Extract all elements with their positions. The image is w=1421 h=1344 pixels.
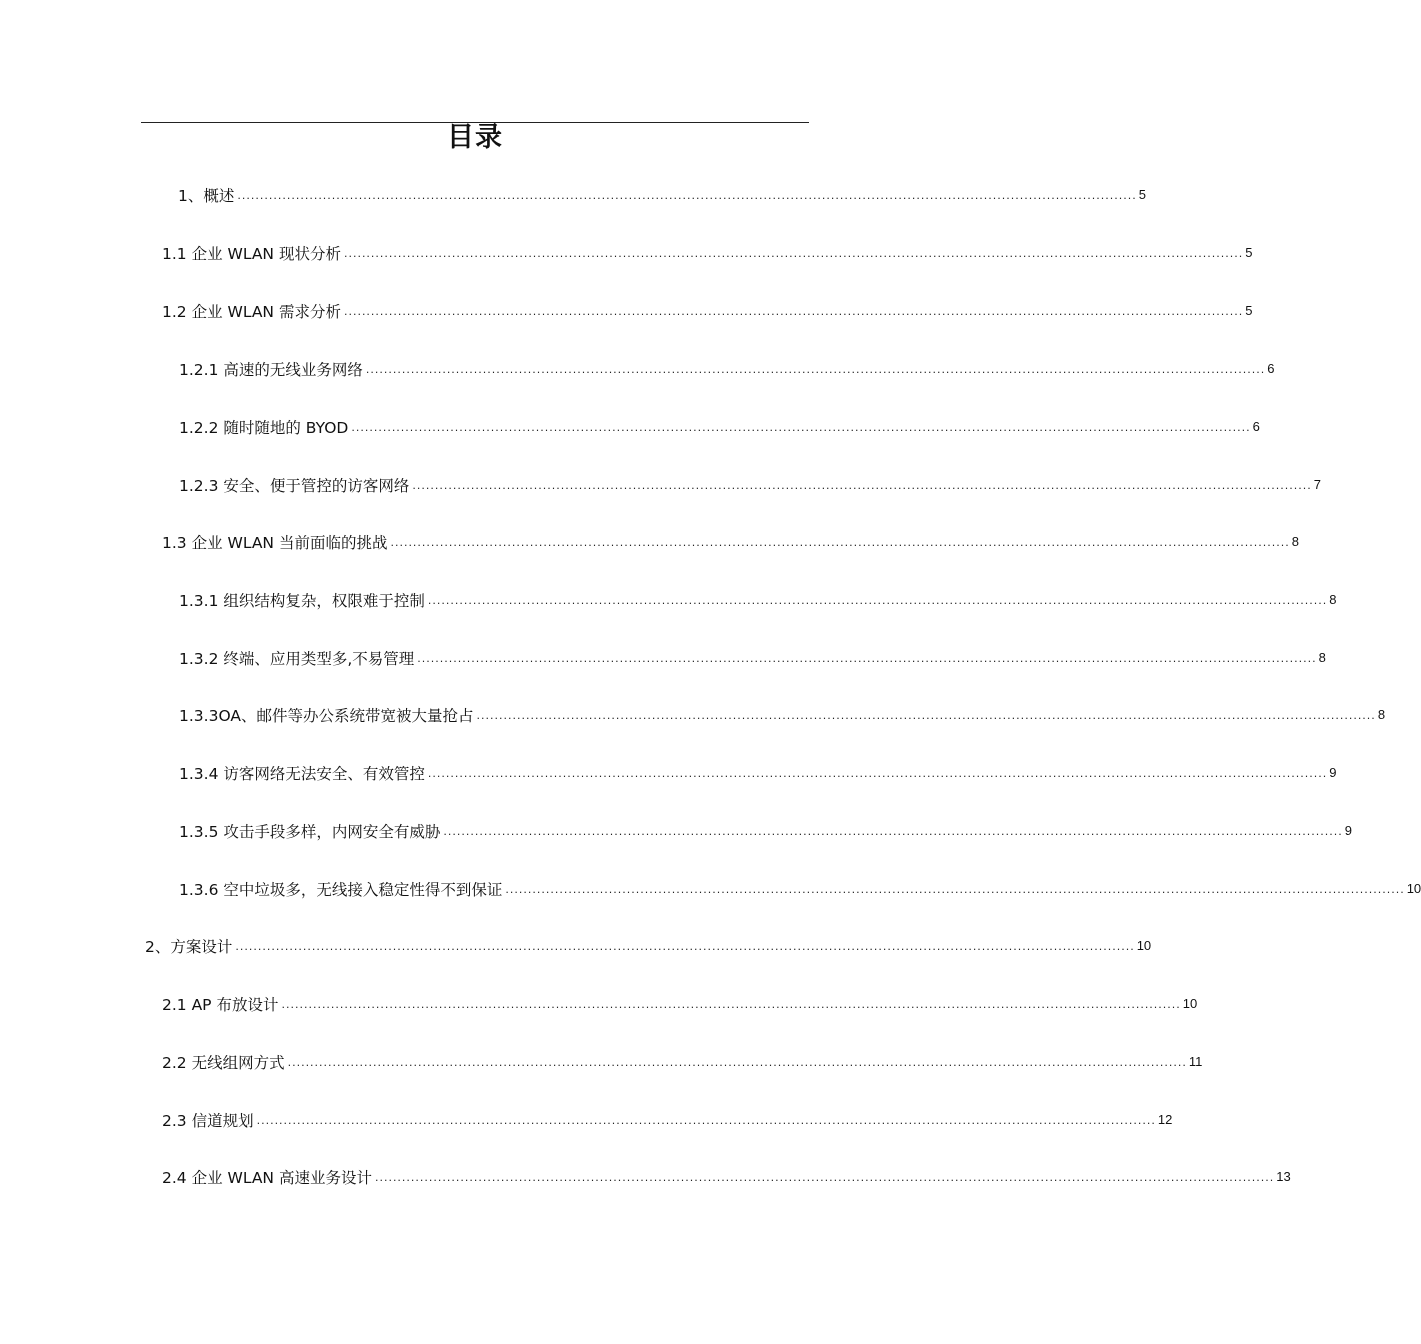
toc-entry[interactable]: [162, 242, 1253, 264]
toc-leader-dots: ........................................................................................................................................................................................................: [256, 1114, 1156, 1127]
toc-entry[interactable]: [178, 184, 1146, 206]
toc-entry-label: 2.3 信道规划: [162, 1112, 254, 1130]
toc-leader-dots: ........................................................................................................................................................................................................: [443, 825, 1343, 838]
toc-entry-label: 1.3.1 组织结构复杂，权限难于控制: [179, 592, 425, 610]
toc-entry[interactable]: [179, 820, 1352, 842]
toc-entry[interactable]: [179, 416, 1260, 438]
toc-entry[interactable]: [162, 1051, 1203, 1073]
toc-entry-page: 9: [1344, 823, 1352, 838]
toc-entry-label: 1.3 企业 WLAN 当前面临的挑战: [162, 534, 388, 552]
toc-leader-dots: ........................................................................................................................................................................................................: [427, 594, 1328, 607]
toc-entry-label: 1.2.1 高速的无线业务网络: [179, 361, 363, 379]
toc-leader-dots: ........................................................................................................................................................................................................: [237, 189, 1137, 202]
toc-entry-page: 10: [1136, 938, 1152, 953]
toc-leader-dots: ........................................................................................................................................................................................................: [412, 479, 1312, 492]
toc-entry-page: 5: [1245, 303, 1253, 318]
toc-entry-label: 1.3.3OA、邮件等办公系统带宽被大量抢占: [179, 707, 474, 725]
toc-entry-page: 8: [1291, 534, 1300, 549]
toc-entry-page: 7: [1313, 477, 1321, 492]
toc-entry-page: 8: [1377, 707, 1386, 722]
toc-entry-page: 5: [1245, 245, 1253, 260]
toc-entry[interactable]: [162, 1166, 1291, 1188]
toc-entry-page: 9: [1329, 765, 1337, 780]
toc-leader-dots: ........................................................................................................................................................................................................: [390, 536, 1290, 549]
toc-entry[interactable]: [162, 1109, 1173, 1131]
toc-entry-page: 10: [1182, 996, 1198, 1011]
toc-entry[interactable]: [179, 589, 1337, 611]
toc-leader-dots: ........................................................................................................................................................................................................: [287, 1056, 1187, 1069]
toc-entry-label: 2.1 AP 布放设计: [162, 996, 279, 1014]
toc-entry-page: 6: [1252, 419, 1260, 434]
toc-entry-page: 8: [1318, 650, 1326, 665]
toc-entry-page: 10: [1406, 881, 1421, 896]
toc-leader-dots: ........................................................................................................................................................................................................: [505, 883, 1405, 896]
toc-entry-label: 2.2 无线组网方式: [162, 1054, 285, 1072]
toc-entry-page: 12: [1157, 1112, 1173, 1127]
toc-entry[interactable]: [179, 647, 1326, 669]
toc-entry-page: 6: [1267, 361, 1275, 376]
toc-leader-dots: ........................................................................................................................................................................................................: [351, 421, 1251, 434]
toc-entry-label: 1.2.3 安全、便于管控的访客网络: [179, 477, 410, 495]
toc-leader-dots: ........................................................................................................................................................................................................: [417, 652, 1317, 665]
toc-entry-page: 8: [1329, 592, 1337, 607]
toc-leader-dots: ........................................................................................................................................................................................................: [374, 1171, 1275, 1184]
toc-leader-dots: ........................................................................................................................................................................................................: [427, 767, 1328, 780]
toc-leader-dots: ........................................................................................................................................................................................................: [281, 998, 1181, 1011]
toc-entry-label: 1.3.6 空中垃圾多，无线接入稳定性得不到保证: [179, 881, 503, 899]
toc-entry[interactable]: [162, 300, 1253, 322]
toc-entry[interactable]: [179, 474, 1321, 496]
toc-entry-label: 1.2.2 随时随地的 BYOD: [179, 419, 349, 437]
toc-entry-label: 1.1 企业 WLAN 现状分析: [162, 245, 341, 263]
toc-entry[interactable]: [179, 704, 1386, 726]
toc-entry-page: 5: [1138, 187, 1146, 202]
toc-leader-dots: ........................................................................................................................................................................................................: [476, 709, 1376, 722]
toc-entry-label: 1.3.5 攻击手段多样，内网安全有威胁: [179, 823, 441, 841]
toc-entry[interactable]: [179, 358, 1275, 380]
toc-entry-label: 2.4 企业 WLAN 高速业务设计: [162, 1169, 372, 1187]
toc-entry[interactable]: [145, 935, 1152, 957]
toc-entry-page: 11: [1188, 1054, 1203, 1069]
toc-title: 目录: [447, 122, 503, 153]
toc-entry[interactable]: [162, 993, 1198, 1015]
toc-entry-label: 1.3.4 访客网络无法安全、有效管控: [179, 765, 425, 783]
toc-entry-label: 1.3.2 终端、应用类型多,不易管理: [179, 650, 415, 668]
toc-leader-dots: ........................................................................................................................................................................................................: [365, 363, 1266, 376]
toc-leader-dots: ........................................................................................................................................................................................................: [343, 247, 1244, 260]
toc-entry-page: 13: [1276, 1169, 1291, 1184]
toc-entry[interactable]: [179, 762, 1337, 784]
toc-entry-label: 1.2 企业 WLAN 需求分析: [162, 303, 341, 321]
toc-leader-dots: ........................................................................................................................................................................................................: [235, 940, 1135, 953]
toc-entry-label: 2、方案设计: [145, 938, 233, 956]
toc-leader-dots: ........................................................................................................................................................................................................: [343, 305, 1244, 318]
toc-entry[interactable]: [179, 878, 1421, 900]
toc-entry-label: 1、概述: [178, 187, 235, 205]
toc-entry[interactable]: [162, 531, 1300, 553]
